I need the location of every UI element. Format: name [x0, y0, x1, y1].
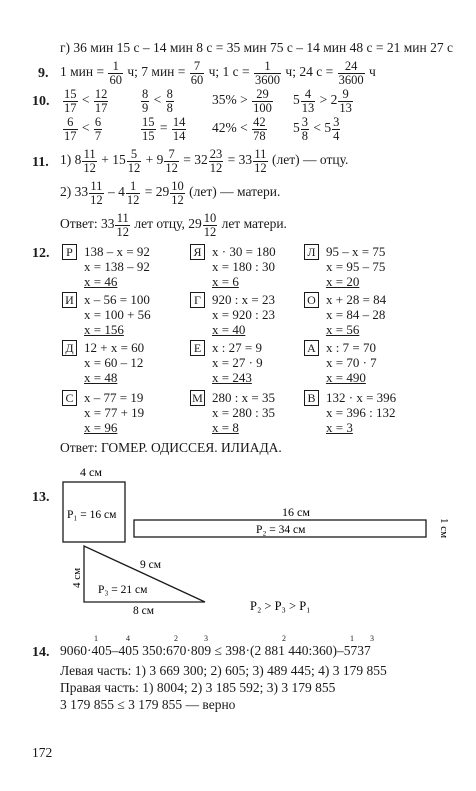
rect-side-label: 1 см [438, 518, 450, 539]
letter-box: Д [62, 340, 77, 356]
equation-line: x = 77 + 19 [84, 405, 145, 420]
p14-check: 3 179 855 ≤ 3 179 855 –– верно [60, 697, 236, 712]
letter-box: М [190, 390, 205, 406]
equation-line: x = 138 – 92 [84, 259, 150, 274]
p10-r2-c1: $\frac{6}{17}$ < $\frac{6}{7}$ [64, 115, 102, 143]
equation-line: 95 – x = 75 [326, 244, 386, 259]
equation-result: x = 46 [84, 274, 118, 289]
p11-line2: 2) 33 $\frac{11}{12}$ – 4 $\frac{1}{12}$ = 29 $\frac{10}{12}$ (лет) — матери. [60, 179, 281, 207]
letter-box: А [304, 340, 319, 356]
letter-box: И [62, 292, 77, 308]
p11-answer: Ответ: 33 $\frac{11}{12}$ лет отцу, 29 $\frac{10}{12}$ лет матери. [60, 211, 287, 239]
problem-13-number: 13. [32, 490, 50, 505]
p14-right-part: Правая часть: 1) 8004; 2) 3 185 592; 3) 3 179 855 [60, 680, 336, 695]
equation-line: x – 56 = 100 [84, 292, 150, 307]
equation-line: x = 70 · 7 [326, 355, 377, 370]
equation-line: 12 + x = 60 [84, 340, 145, 355]
square-top-label: 4 см [80, 465, 102, 479]
letter-box: Г [190, 292, 205, 308]
op-order-mark: 3 [204, 634, 208, 643]
rect-top-label: 16 см [282, 505, 310, 519]
letter-box: С [62, 390, 77, 406]
equation-result: x = 156 [84, 322, 124, 337]
equation-line: 138 – x = 92 [84, 244, 150, 259]
equation-line: x – 77 = 19 [84, 390, 144, 405]
p11-line1: 1) 8 $\frac{11}{12}$ + 15 $\frac{5}{12}$ + 9 $\frac{7}{12}$ = 32 $\frac{23}{12}$ = 33 $\frac{11}{12}$ (лет) –– отцу. [60, 147, 349, 175]
equation-line: 280 : x = 35 [212, 390, 275, 405]
equation-line: x = 60 – 12 [84, 355, 144, 370]
equation-line: x = 27 · 9 [212, 355, 263, 370]
p12-answer: Ответ: ГОМЕР. ОДИССЕЯ. ИЛИАДА. [60, 440, 282, 455]
page-number: 172 [32, 745, 53, 760]
equation-grid [62, 244, 462, 440]
equation-line: x = 100 + 56 [84, 307, 151, 322]
equation-line: x = 920 : 23 [212, 307, 275, 322]
problem-12-number: 12. [32, 246, 50, 261]
p10-r1-c3: 35% > $\frac{29}{100}$ [212, 87, 272, 115]
triangle-perimeter-label: P₃ = 21 см [98, 584, 148, 596]
equation-result: x = 8 [212, 420, 239, 435]
triangle-hyp-label: 9 см [140, 559, 162, 571]
triangle-bottom-label: 8 см [133, 605, 155, 617]
equation-result: x = 3 [326, 420, 353, 435]
equation-line: x : 7 = 70 [326, 340, 376, 355]
p10-r1-c2: $\frac{8}{9}$ < $\frac{8}{8}$ [142, 87, 173, 115]
p10-r2-c4: 5 $\frac{3}{8}$ < 5 $\frac{3}{4}$ [293, 115, 340, 143]
letter-box: Я [190, 244, 205, 260]
op-order-mark: 1 [94, 634, 98, 643]
equation-result: x = 6 [212, 274, 239, 289]
square-perimeter-label: P₁ = 16 см [67, 509, 117, 521]
p14-left-part: Левая часть: 1) 3 669 300; 2) 605; 3) 489 445; 4) 3 179 855 [60, 663, 387, 678]
equation-line: x · 30 = 180 [212, 244, 276, 259]
perimeter-comparison: P₂ > P₃ > P₁ [250, 599, 311, 613]
equation-result: x = 40 [212, 322, 246, 337]
equation-result: x = 490 [326, 370, 366, 385]
equation-result: x = 48 [84, 370, 118, 385]
p14-expression: 9060·405–405 350:670·809 ≤ 398·(2 881 440:360)–5737 1 4 2 3 2 1 3 [60, 634, 374, 658]
p10-r2-c3: 42% < $\frac{42}{78}$ [212, 115, 266, 143]
op-order-mark: 4 [126, 634, 130, 643]
equation-line: x + 28 = 84 [326, 292, 387, 307]
letter-box: Л [304, 244, 319, 260]
letter-box: Р [62, 244, 77, 260]
problem-9-content: 1 мин = $\frac{1}{60}$ ч; 7 мин = $\frac{7}{60}$ ч; 1 с = $\frac{1}{3600}$ ч; 24 с = $\frac{24}{3600}$ ч [60, 59, 376, 87]
equation-line: x = 84 – 28 [326, 307, 386, 322]
op-order-mark: 2 [174, 634, 178, 643]
equation-line: x = 280 : 35 [212, 405, 275, 420]
p10-r1-c4: 5 $\frac{4}{13}$ > 2 $\frac{9}{13}$ [293, 87, 352, 115]
problem-9-number: 9. [38, 66, 49, 81]
equation-line: x = 396 : 132 [326, 405, 396, 420]
equation-result: x = 243 [212, 370, 252, 385]
op-order-mark: 3 [370, 634, 374, 643]
equation-result: x = 20 [326, 274, 360, 289]
equation-line: x = 95 – 75 [326, 259, 386, 274]
letter-box: О [304, 292, 319, 308]
op-order-mark: 1 [350, 634, 354, 643]
equation-line: 132 · x = 396 [326, 390, 397, 405]
op-order-mark: 2 [282, 634, 286, 643]
equation-line: x = 180 : 30 [212, 259, 275, 274]
letter-box: В [304, 390, 319, 406]
equation-line: 920 : x = 23 [212, 292, 275, 307]
problem-11-number: 11. [32, 155, 49, 170]
equation-result: x = 96 [84, 420, 118, 435]
rect-perimeter-label: P₂ = 34 см [256, 524, 306, 536]
equation-line: x : 27 = 9 [212, 340, 262, 355]
geometry-figures [0, 460, 476, 620]
p10-r2-c2: $\frac{15}{15}$ = $\frac{14}{14}$ [142, 115, 186, 143]
triangle-left-label: 4 см [71, 567, 83, 588]
letter-box: Е [190, 340, 205, 356]
p10-r1-c1: $\frac{15}{17}$ < $\frac{12}{17}$ [64, 87, 108, 115]
problem-14-number: 14. [32, 645, 50, 660]
problem-10-number: 10. [32, 94, 50, 109]
line-g: г) 36 мин 15 с – 14 мин 8 с = 35 мин 75 с – 14 мин 48 с = 21 мин 27 с [60, 40, 453, 55]
equation-result: x = 56 [326, 322, 360, 337]
